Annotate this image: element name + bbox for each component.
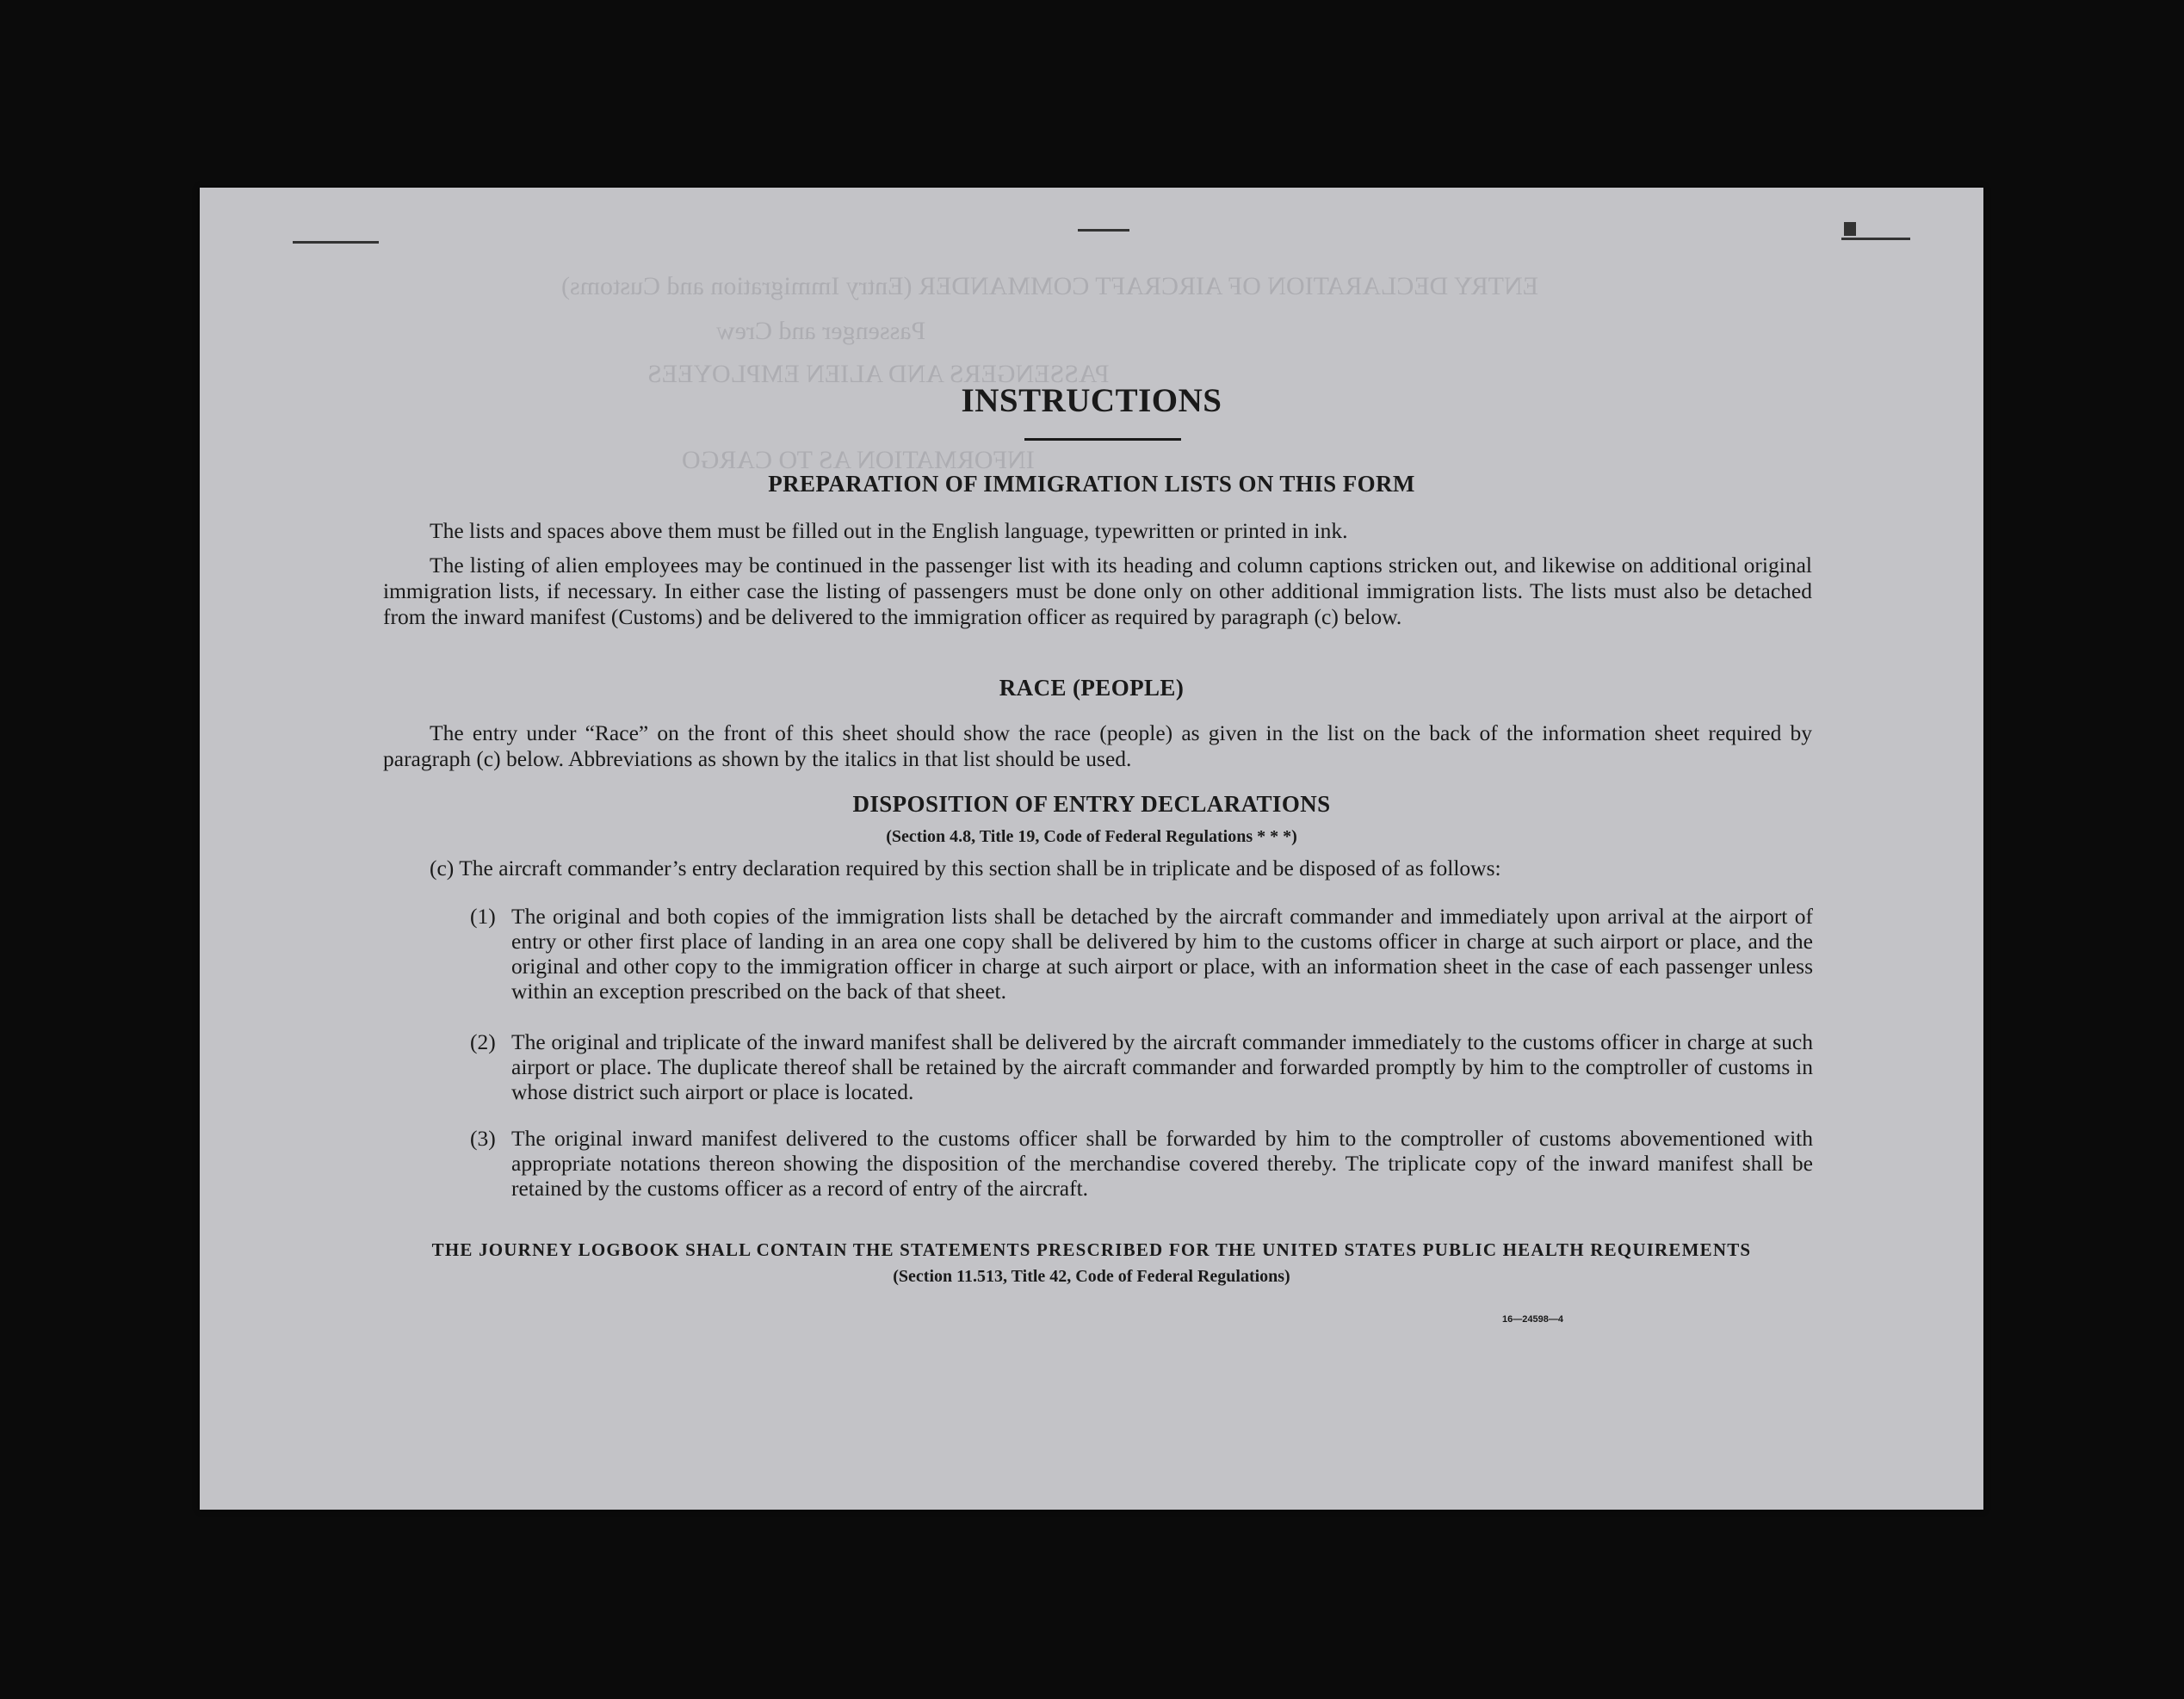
form-number: 16—24598—4 xyxy=(1502,1314,1563,1325)
ink-mark xyxy=(293,241,379,244)
race-paragraph: The entry under “Race” on the front of this sheet should show the race (people) as given in the list on the back of the information sheet required by paragraph (c) below. Abbreviations as shown by the italics in that list should be used. xyxy=(383,720,1812,771)
section-heading-disposition: DISPOSITION OF ENTRY DECLARATIONS xyxy=(852,791,1331,817)
ink-mark xyxy=(1844,222,1856,236)
disposition-item-1 xyxy=(470,904,1813,1007)
bleed-through-text: ENTRY DECLARATION OF AIRCRAFT COMMANDER (Entry Immigration and Customs) xyxy=(561,272,1539,300)
bleed-through-text: PASSENGERS AND ALIEN EMPLOYEES xyxy=(647,360,1110,388)
page-title: INSTRUCTIONS xyxy=(961,382,1222,419)
document-page xyxy=(200,188,1983,1510)
item-text: The original inward manifest delivered to the customs officer shall be forwarded by him to the comptroller of customs abovementioned with appropriate notations thereon showing the disposition of the merchandise covered thereby. The triplicate copy of the inward manifest shall be retained by the customs officer as a record of entry of the aircraft. xyxy=(511,1126,1813,1201)
footer-citation: (Section 11.513, Title 42, Code of Federal Regulations) xyxy=(893,1267,1290,1286)
ink-mark xyxy=(1078,229,1129,232)
section-heading-preparation: PREPARATION OF IMMIGRATION LISTS ON THIS FORM xyxy=(768,471,1415,497)
bleed-through-text: Passenger and Crew xyxy=(716,317,926,345)
item-text: The original and both copies of the immigration lists shall be detached by the aircraft commander and immediately upon arrival at the airport of entry or other first place of landing in an area one copy shall be delivered by him to the customs officer in charge at such airport or place, and the original and other copy to the immigration officer in charge at such airport or place, with an information sheet in the case of each passenger unless within an exception prescribed on the back of that sheet. xyxy=(511,904,1813,1004)
disposition-item-3 xyxy=(470,1126,1813,1208)
title-underline xyxy=(1024,438,1181,441)
bleed-through-text: INFORMATION AS TO CARGO xyxy=(682,446,1035,474)
preparation-paragraph-1: The lists and spaces above them must be filled out in the English language, typewritten or printed in ink. xyxy=(430,518,1348,543)
item-text: The original and triplicate of the inward manifest shall be delivered by the aircraft commander immediately to the customs officer in charge at such airport or place. The duplicate thereof shall be retained by the aircraft commander and forwarded promptly by him to the comptroller of customs in whose district such airport or place is located. xyxy=(511,1029,1813,1104)
preparation-paragraph-2: The listing of alien employees may be continued in the passenger list with its heading and column captions stricken out, and likewise on additional original immigration lists, if necessary. In either case the listing of passengers must be done only on other additional immigration lists. The lists must also be detached from the inward manifest (Customs) and be delivered to the immigration officer as required by paragraph (c) below. xyxy=(383,553,1812,629)
item-number: (2) xyxy=(470,1029,496,1054)
disposition-item-2 xyxy=(470,1029,1813,1111)
disposition-citation: (Section 4.8, Title 19, Code of Federal Regulations * * *) xyxy=(886,827,1297,846)
item-number: (3) xyxy=(470,1126,496,1151)
ink-mark xyxy=(1841,238,1910,240)
item-number: (1) xyxy=(470,904,496,929)
section-heading-race: RACE (PEOPLE) xyxy=(999,675,1185,701)
disposition-intro: (c) The aircraft commander’s entry declaration required by this section shall be in triplicate and be disposed of as follows: xyxy=(430,856,1501,880)
footer-requirement: THE JOURNEY LOGBOOK SHALL CONTAIN THE STATEMENTS PRESCRIBED FOR THE UNITED STATES PUBLIC HEALTH REQUIREMENTS xyxy=(431,1239,1752,1260)
